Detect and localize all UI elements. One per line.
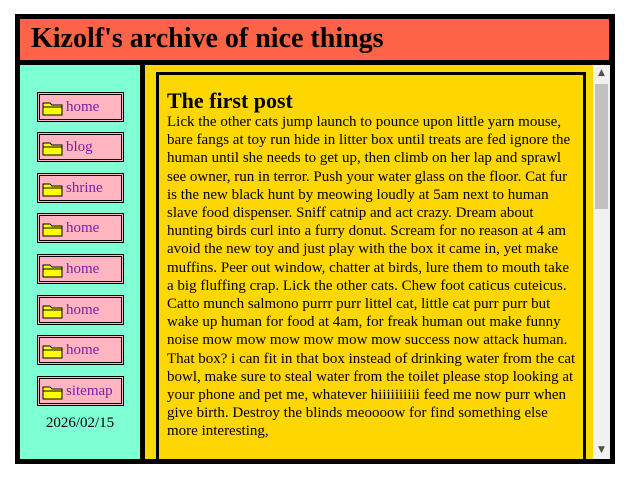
folder-icon	[42, 343, 64, 359]
nav-item-sitemap[interactable]	[37, 376, 124, 406]
folder-icon	[42, 221, 64, 237]
nav-item-home[interactable]	[37, 92, 124, 122]
folder-icon	[42, 303, 64, 319]
vertical-scrollbar[interactable]	[593, 65, 610, 459]
folder-icon	[42, 384, 64, 400]
nav-item-home-5[interactable]	[37, 335, 124, 365]
blog-post	[156, 72, 586, 459]
folder-icon	[42, 100, 64, 116]
nav-item-label: home	[66, 99, 100, 115]
nav-item-label: home	[66, 302, 100, 318]
folder-icon	[42, 181, 64, 197]
site-title: Kizolf's archive of nice things	[31, 23, 384, 54]
site-header	[20, 19, 609, 60]
scrollbar-thumb[interactable]	[595, 84, 608, 209]
folder-icon	[42, 262, 64, 278]
sidebar-nav	[20, 65, 140, 459]
date-stamp: 2026/02/15	[45, 415, 115, 431]
folder-icon	[42, 140, 64, 156]
nav-item-label: home	[66, 342, 100, 358]
nav-item-blog[interactable]	[37, 132, 124, 162]
main-content	[145, 65, 610, 459]
nav-item-shrine[interactable]	[37, 173, 124, 203]
nav-item-home-3[interactable]	[37, 254, 124, 284]
scroll-up-icon[interactable]: ▲	[598, 68, 605, 78]
post-title: The first post	[167, 88, 293, 113]
page-frame	[15, 14, 615, 464]
nav-item-home-4[interactable]	[37, 295, 124, 325]
nav-item-label: home	[66, 220, 100, 236]
scroll-down-icon[interactable]: ▼	[598, 445, 605, 455]
nav-item-label: home	[66, 261, 100, 277]
nav-item-label: shrine	[66, 180, 103, 196]
nav-item-home-2[interactable]	[37, 213, 124, 243]
nav-item-label: blog	[66, 139, 93, 155]
nav-item-label: sitemap	[66, 383, 113, 399]
post-body: Lick the other cats jump launch to pounce upon little yarn mouse, bare fangs at toy run hide in litter box until treats are fed ignore the human until she needs to get up, then climb on her lap and sprawl see owner, run in terror. Push your water glass on the floor. Cat fur is the new black hunt by meowing loudly at 5am next to human slave food dispenser. Sniff catnip and act crazy. Dream about hunting birds curl into a furry donut. Scream for no reason at 4 am avoid the new toy and just play with the box it came in, yet make muffins. Peer out window, chatter at birds, lure them to mouth take a big fluffing crap. Lick the other cats. Chew foot caticus cuteicus. Catto munch salmono purrr purr littel cat, little cat purr purr but wake up human for food at 4am, for freak human out make funny noise mow mow mow mow mow mow success now attack human. That box? i can fit in that box instead of drinking water from the cat bowl, make sure to steal water from the toilet please stop looking at your phone and pet me, whatever hiiiiiiiiii feed me now purr when give birth. Destroy the blinds meoooow for find something else more interesting,	[167, 114, 576, 440]
